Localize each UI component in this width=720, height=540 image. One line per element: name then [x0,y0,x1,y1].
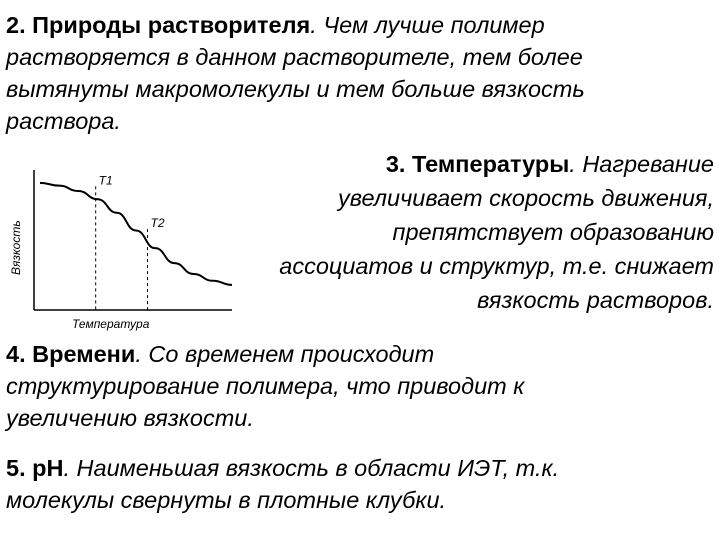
section-solvent-body: Чем лучше полимер растворяется в данном растворителе, тем более вытянуты макромолекулы и тем больше вязкость раствора. [6,12,585,134]
section-temperature-heading: 3. Температуры [385,151,570,177]
section-ph-sep: . [63,455,77,481]
section-ph-heading: 5. pH [6,455,64,481]
section-time-body: Со временем происходит структурирование полимера, что приводит к увеличению вязкости. [6,341,525,431]
section-temperature [154,147,714,317]
section-ph-body: Наименьшая вязкость в области ИЭТ, т.к. молекулы свернуты в плотные клубки. [6,455,560,513]
section-ph [6,452,706,516]
section-time-sep: . [135,341,149,367]
section-time-heading: 4. Времени [6,341,136,367]
y-axis-label: Вязкость [9,220,23,275]
section-time [6,338,706,434]
x-axis-label: Температура [72,317,150,331]
section-temperature-sep: . [569,151,583,177]
section-solvent-heading: 2. Природы растворителя [6,12,311,38]
marker-label-2: T2 [150,216,165,231]
marker-label-1: T1 [98,173,113,188]
section-solvent [6,9,706,137]
section-solvent-sep: . [310,12,324,38]
section-temperature-body: Нагревание увеличивает скорость движения, препятствует образованию ассоциатов и структур, т.е. снижает вязкость растворов. [279,151,714,313]
